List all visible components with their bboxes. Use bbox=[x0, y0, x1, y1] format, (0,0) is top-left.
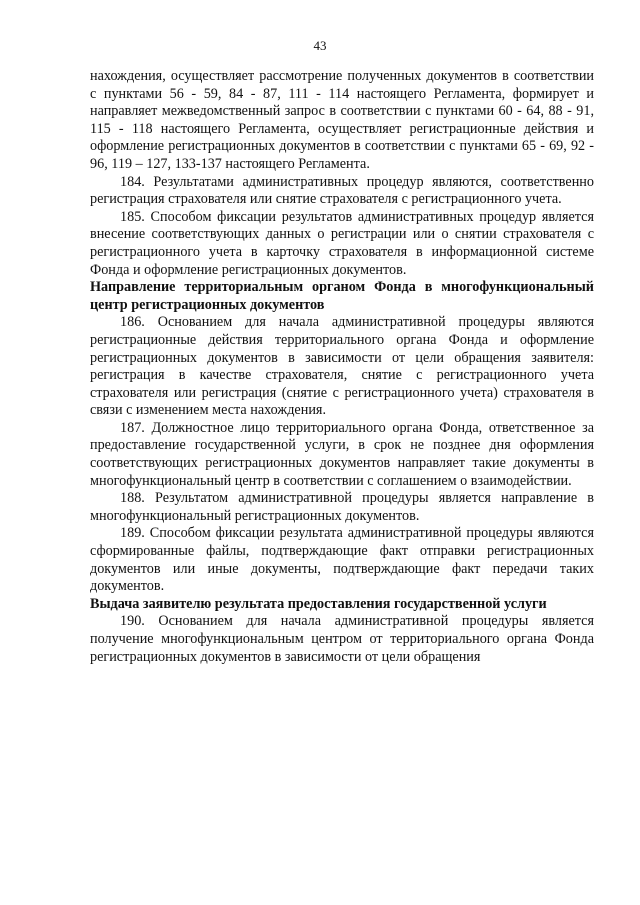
paragraph-continuation: нахождения, осуществляет рассмотрение полученных документов в соответствии с пунктами 56 - 59, 84 - 87, 111 - 114 настоящего Регламента, формирует и направляет межведомственный запрос в соответствии с пунктами 60 - 64, 88 - 91, 115 - 118 настоящего Регламента, осуществляет регистрационные действия и оформление регистрационных документов в соответствии с пунктами 65 - 69, 92 - 96, 119 – 127, 133-137 настоящего Регламента. bbox=[90, 68, 594, 172]
section-heading-2: Выдача заявителю результата предоставления государственной услуги bbox=[90, 595, 547, 612]
document-body bbox=[90, 68, 594, 666]
paragraph-187: 187. Должностное лицо территориального органа Фонда, ответственное за предоставление государственной услуги, в срок не позднее дня оформления соответствующих регистрационных документов направляет такие документы в многофункциональный центр в соответствии с соглашением о взаимодействии. bbox=[90, 419, 594, 489]
paragraph-188: 188. Результатом административной процедуры является направление в многофункциональный регистрационных документов. bbox=[90, 490, 594, 524]
paragraph-184: 184. Результатами административных процедур являются, соответственно регистрация страхователя или снятие страхователя с регистрационного учета. bbox=[90, 173, 594, 208]
paragraph-190: 190. Основанием для начала административной процедуры является получение многофункциональным центром от территориального органа Фонда регистрационных документов в зависимости от цели обращения bbox=[90, 613, 594, 665]
paragraph-189: 189. Способом фиксации результата административной процедуры являются сформированные файлы, подтверждающие факт отправки регистрационных документов или иные документы, подтверждающие факт передачи таких документов. bbox=[90, 525, 594, 595]
page-number: 43 bbox=[313, 38, 327, 53]
paragraph-185: 185. Способом фиксации результатов административных процедур является внесение соответствующих данных о регистрации или о снятии страхователя с регистрационного учета в карточку страхователя в информационной системе Фонда и оформление регистрационных документов. bbox=[90, 208, 594, 278]
section-heading-1: Направление территориальным органом Фонда в многофункциональный центр регистрационных документов bbox=[90, 279, 594, 313]
paragraph-186: 186. Основанием для начала административной процедуры являются регистрационные действия территориального органа Фонда и оформление регистрационных документов в зависимости от цели обращения заявителя: регистрация в качестве страхователя, снятие с регистрационного учета страхователя или регистрация (снятие с регистрационного учета) страхователя в связи с изменением места нахождения. bbox=[90, 314, 594, 419]
